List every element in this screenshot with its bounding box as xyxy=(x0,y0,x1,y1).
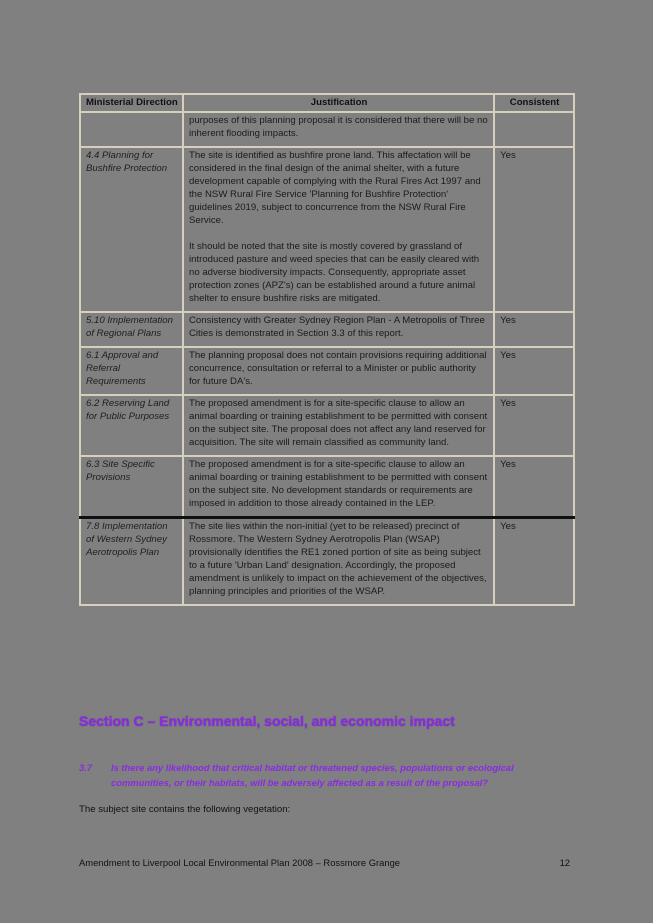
justification-cell xyxy=(183,347,494,395)
page-footer xyxy=(79,857,570,868)
justification-paragraph: purposes of this planning proposal it is considered that there will be no inherent flooding impacts. xyxy=(189,115,488,139)
table-row xyxy=(80,456,574,518)
direction-cell: 7.8 Implementation of Western Sydney Aerotropolis Plan xyxy=(80,518,183,606)
page-number: 12 xyxy=(559,857,570,868)
question-block xyxy=(79,760,559,790)
footer-title: Amendment to Liverpool Local Environmental Plan 2008 – Rossmore Grange xyxy=(79,857,401,868)
table-row xyxy=(80,518,574,606)
justification-paragraph: The site lies within the non-initial (yet to be released) precinct of Rossmore. The Western Sydney Aerotropolis Plan (WSAP) provisionally identifies the RE1 zoned portion of site as being subject to a future 'Urban Land' designation. Accordingly, the proposed amendment is unlikely to impact on the achievement of the objectives, planning principles and priorities of the WSAP. xyxy=(189,521,487,597)
direction-cell: 5.10 Implementation of Regional Plans xyxy=(80,312,183,347)
justification-cell xyxy=(183,395,494,456)
header-ministerial-direction: Ministerial Direction xyxy=(80,94,183,112)
consistent-cell: Yes xyxy=(494,395,574,456)
justification-paragraph: Consistency with Greater Sydney Region Plan - A Metropolis of Three Cities is demonstrated in Section 3.3 of this report. xyxy=(189,315,485,339)
consistent-cell: Yes xyxy=(494,312,574,347)
section-heading: Section C – Environmental, social, and economic impact xyxy=(79,713,455,729)
justification-cell xyxy=(183,112,494,147)
body-paragraph: The subject site contains the following vegetation: xyxy=(79,804,291,815)
justification-paragraph: The proposed amendment is for a site-specific clause to allow an animal boarding or training establishment to be permitted with consent on the subject site. The proposal does not affect any land reserved for acquisition. The site will remain classified as community land. xyxy=(189,398,488,448)
table-header-row xyxy=(80,94,574,112)
table-row xyxy=(80,312,574,347)
direction-cell: 6.3 Site Specific Provisions xyxy=(80,456,183,518)
question-number: 3.7 xyxy=(79,762,93,773)
question-text: Is there any likelihood that critical habitat or threatened species, populations or ecological communities, or their habitats, will be adversely affected as a result of the proposal? xyxy=(111,762,514,788)
consistent-cell: Yes xyxy=(494,147,574,312)
table-row xyxy=(80,395,574,456)
consistent-cell: Yes xyxy=(494,456,574,518)
direction-cell xyxy=(80,112,183,147)
justification-cell xyxy=(183,147,494,312)
direction-cell: 6.2 Reserving Land for Public Purposes xyxy=(80,395,183,456)
table-row xyxy=(80,347,574,395)
justification-paragraph: It should be noted that the site is mostly covered by grassland of introduced pasture and weed species that can be easily cleared with no adverse biodiversity impacts. Consequently, appropriate asset protection zones (APZ's) can be established around a future animal shelter to ensure bushfire risks are mitigated. xyxy=(189,241,480,304)
table-row xyxy=(80,112,574,147)
justification-paragraph: The planning proposal does not contain provisions requiring additional concurrence, consultation or referral to a Minister or public authority for future DA's. xyxy=(189,350,487,387)
consistent-cell: Yes xyxy=(494,347,574,395)
ministerial-directions-table xyxy=(79,93,575,606)
table-row xyxy=(80,147,574,312)
header-consistent: Consistent xyxy=(494,94,574,112)
justification-cell xyxy=(183,456,494,518)
header-justification: Justification xyxy=(183,94,494,112)
consistent-cell xyxy=(494,112,574,147)
justification-paragraph: The proposed amendment is for a site-specific clause to allow an animal boarding or training establishment to be permitted with consent on the subject site. No development standards or requirements are imposed in addition to those already contained in the LEP. xyxy=(189,459,488,509)
justification-cell xyxy=(183,518,494,606)
consistent-cell: Yes xyxy=(494,518,574,606)
justification-cell xyxy=(183,312,494,347)
direction-cell: 6.1 Approval and Referral Requirements xyxy=(80,347,183,395)
justification-paragraph: The site is identified as bushfire prone land. This affectation will be considered in the final design of the animal shelter, with a future development capable of complying with the Rural Fires Act 1997 and the NSW Rural Fire Service 'Planning for Bushfire Protection' guidelines 2019, subject to concurrence from the NSW Rural Fire Service. xyxy=(189,150,481,226)
direction-cell: 4.4 Planning for Bushfire Protection xyxy=(80,147,183,312)
